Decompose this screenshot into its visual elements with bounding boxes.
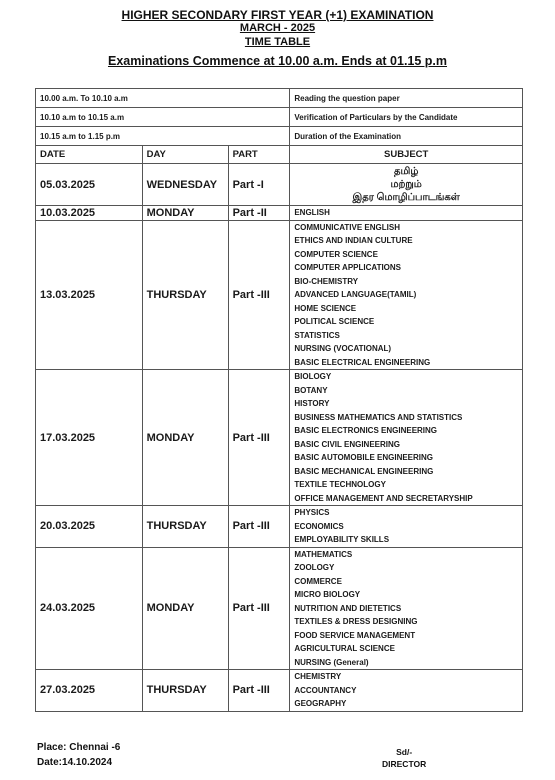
- exam-day: THURSDAY: [142, 220, 228, 370]
- exam-date: 13.03.2025: [36, 220, 143, 370]
- exam-day: MONDAY: [142, 206, 228, 221]
- exam-day: THURSDAY: [142, 670, 228, 712]
- subject-item: தமிழ்: [393, 166, 419, 177]
- subject-item: POLITICAL SCIENCE: [294, 317, 375, 326]
- subject-item: CHEMISTRY: [294, 672, 342, 681]
- exam-date: 20.03.2025: [36, 506, 143, 548]
- subject-item: EMPLOYABILITY SKILLS: [294, 535, 390, 544]
- designation: DIRECTOR: [382, 759, 427, 769]
- subject-item: ENGLISH: [294, 208, 330, 217]
- subject-item: STATISTICS: [294, 330, 340, 340]
- subject-item: AGRICULTURAL SCIENCE: [294, 644, 395, 653]
- exam-row: [36, 670, 523, 712]
- subject-item: MICRO BIOLOGY: [294, 590, 361, 599]
- subject-item: BASIC MECHANICAL ENGINEERING: [294, 466, 434, 476]
- subject-item: BASIC ELECTRICAL ENGINEERING: [294, 357, 431, 367]
- exam-date: 05.03.2025: [36, 164, 143, 206]
- exam-date: 24.03.2025: [36, 547, 143, 670]
- exam-row: [36, 506, 523, 548]
- timetable: [35, 88, 523, 712]
- subject-item: HISTORY: [294, 399, 330, 408]
- col-header-day: DAY: [142, 146, 228, 164]
- schedule-activity: Reading the question paper: [290, 89, 523, 108]
- exam-day: MONDAY: [142, 370, 228, 506]
- exam-month: MARCH - 2025: [239, 22, 316, 34]
- subject-item: BASIC CIVIL ENGINEERING: [294, 439, 400, 449]
- doc-type: TIME TABLE: [244, 36, 311, 48]
- exam-row: [36, 220, 523, 370]
- subject-item: ZOOLOGY: [294, 563, 335, 572]
- schedule-time: 10.00 a.m. To 10.10 a.m: [36, 89, 290, 108]
- schedule-row: [36, 127, 523, 146]
- subject-item: ETHICS AND INDIAN CULTURE: [294, 236, 413, 245]
- exam-day: MONDAY: [142, 547, 228, 670]
- subject-item: BIO-CHEMISTRY: [294, 276, 359, 286]
- exam-part: Part -II: [228, 206, 290, 221]
- subject-item: PHYSICS: [294, 508, 330, 517]
- schedule-time: 10.10 a.m to 10.15 a.m: [36, 108, 290, 127]
- subject-item: OFFICE MANAGEMENT AND SECRETARYSHIP: [294, 493, 473, 503]
- exam-part: Part -III: [228, 506, 290, 548]
- subject-item: COMMUNICATIVE ENGLISH: [294, 222, 400, 232]
- subject-item: BASIC ELECTRONICS ENGINEERING: [294, 426, 438, 435]
- schedule-row: [36, 89, 523, 108]
- exam-day: WEDNESDAY: [142, 164, 228, 206]
- subject-item: FOOD SERVICE MANAGEMENT: [294, 630, 416, 640]
- subject-item: MATHEMATICS: [294, 549, 353, 559]
- col-header-subject: SUBJECT: [290, 146, 523, 164]
- exam-part: Part -III: [228, 370, 290, 506]
- exam-subjects: [290, 370, 523, 506]
- subject-item: NUTRITION AND DIETETICS: [294, 603, 402, 613]
- schedule-row: [36, 108, 523, 127]
- subject-item: COMMERCE: [294, 576, 342, 586]
- col-header-date: DATE: [36, 146, 143, 164]
- exam-day: THURSDAY: [142, 506, 228, 548]
- document-header: [0, 8, 555, 69]
- subject-item: NURSING (General): [294, 657, 369, 667]
- footer-place-date: [37, 740, 120, 770]
- exam-subjects: [290, 547, 523, 670]
- subject-item: COMPUTER APPLICATIONS: [294, 263, 402, 272]
- exam-part: Part -III: [228, 547, 290, 670]
- subject-item: BASIC AUTOMOBILE ENGINEERING: [294, 453, 434, 462]
- exam-subjects: [290, 670, 523, 712]
- signature-block: [382, 746, 426, 770]
- exam-part: Part -III: [228, 220, 290, 370]
- exam-row: [36, 370, 523, 506]
- subject-item: மற்றும்: [390, 179, 422, 190]
- commence-note: Examinations Commence at 10.00 a.m. Ends at 01.15 p.m: [107, 54, 448, 68]
- schedule-time: 10.15 a.m to 1.15 p.m: [36, 127, 290, 146]
- subject-item: BOTANY: [294, 385, 328, 395]
- place: Place: Chennai -6: [37, 742, 121, 753]
- exam-date: 27.03.2025: [36, 670, 143, 712]
- issue-date: Date:14.10.2024: [37, 757, 113, 768]
- subject-item: ACCOUNTANCY: [294, 685, 357, 695]
- exam-date: 17.03.2025: [36, 370, 143, 506]
- exam-subjects: [290, 164, 523, 206]
- subject-item: HOME SCIENCE: [294, 303, 357, 313]
- exam-part: Part -III: [228, 670, 290, 712]
- exam-title: HIGHER SECONDARY FIRST YEAR (+1) EXAMINATION: [121, 8, 434, 22]
- schedule-activity: Verification of Particulars by the Candidate: [290, 108, 523, 127]
- exam-subjects: [290, 206, 523, 221]
- subject-item: ECONOMICS: [294, 521, 344, 531]
- subject-item: GEOGRAPHY: [294, 699, 347, 708]
- subject-item: BIOLOGY: [294, 372, 332, 381]
- exam-date: 10.03.2025: [36, 206, 143, 221]
- signed-mark: Sd/-: [396, 747, 413, 757]
- schedule-activity: Duration of the Examination: [290, 127, 523, 146]
- subject-item: COMPUTER SCIENCE: [294, 249, 378, 259]
- subject-item: ADVANCED LANGUAGE(TAMIL): [294, 290, 417, 299]
- subject-item: BUSINESS MATHEMATICS AND STATISTICS: [294, 412, 463, 422]
- exam-subjects: [290, 220, 523, 370]
- exam-row: [36, 547, 523, 670]
- exam-row: [36, 164, 523, 206]
- exam-part: Part -I: [228, 164, 290, 206]
- column-header-row: [36, 146, 523, 164]
- subject-item: TEXTILE TECHNOLOGY: [294, 480, 386, 489]
- exam-subjects: [290, 506, 523, 548]
- exam-row: [36, 206, 523, 221]
- subject-item: NURSING (VOCATIONAL): [294, 344, 392, 353]
- col-header-part: PART: [228, 146, 290, 164]
- subject-item: இதர மொழிப்பாடங்கள்: [352, 192, 460, 203]
- subject-item: TEXTILES & DRESS DESIGNING: [294, 617, 418, 626]
